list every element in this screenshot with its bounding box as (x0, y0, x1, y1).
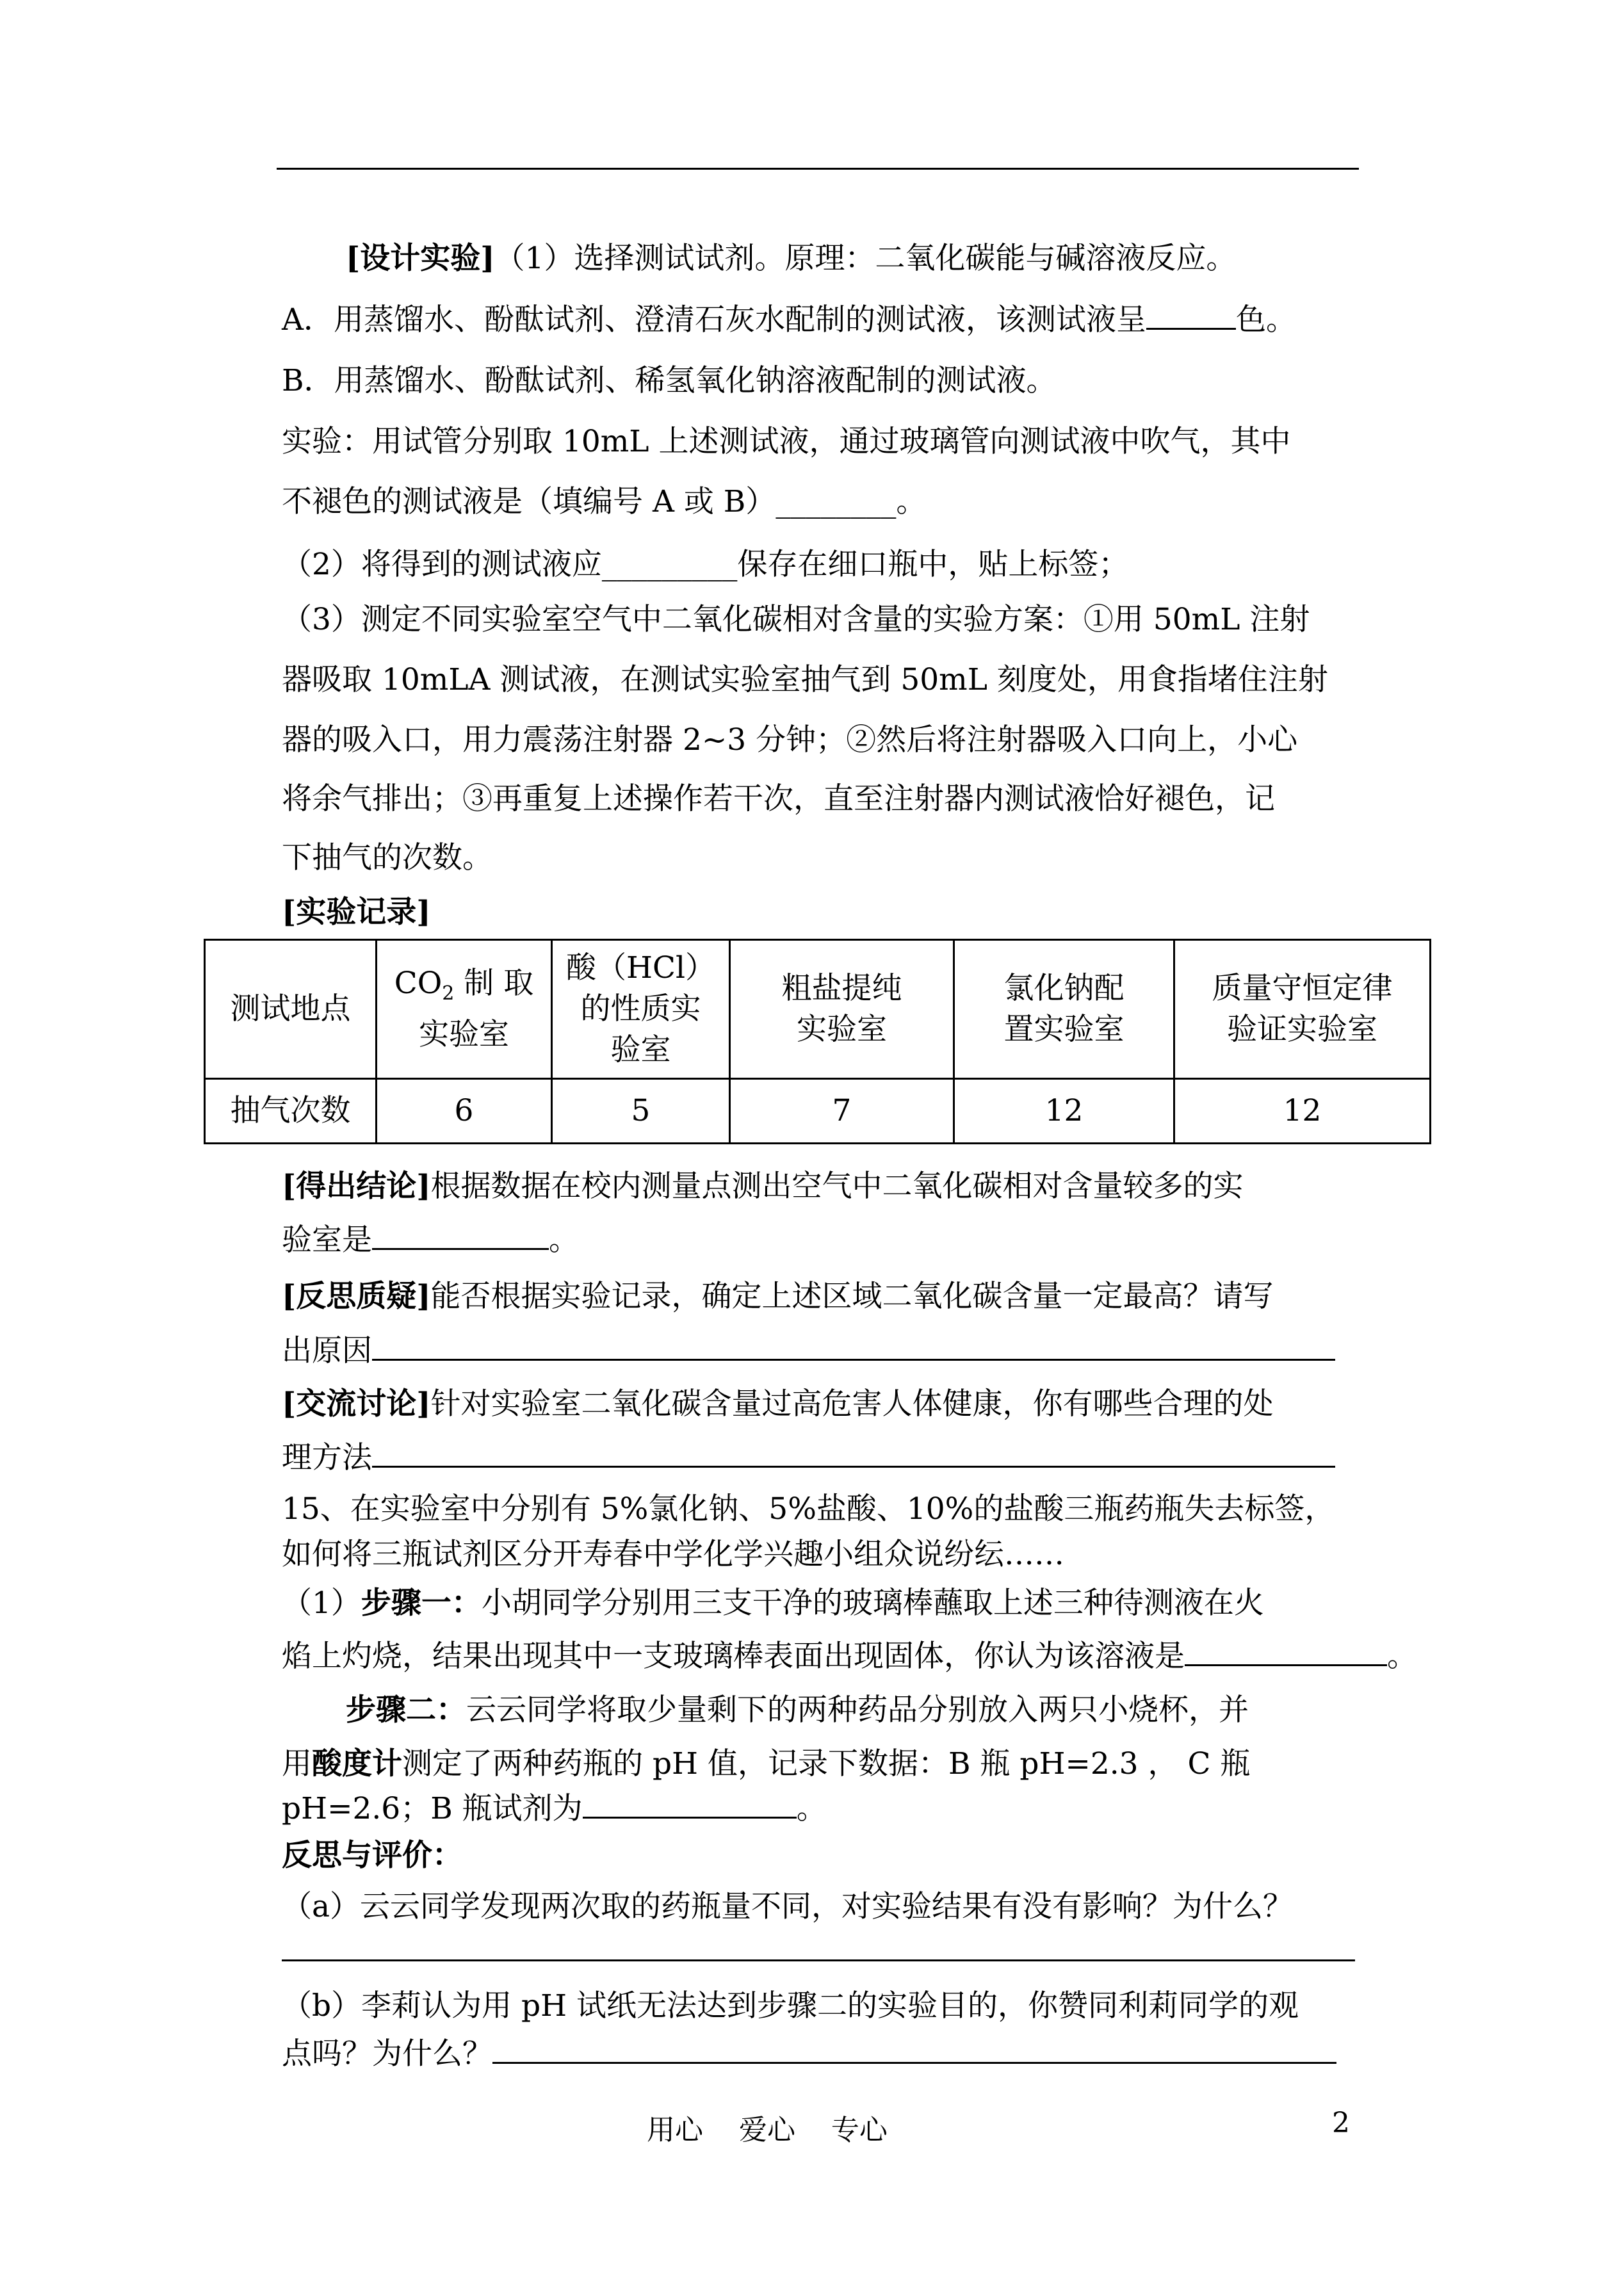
section-label-record: [实验记录] (282, 895, 431, 930)
answer-blank-bottle-b[interactable] (583, 1791, 797, 1819)
table-header-cell: 粗盐提纯 实验室 (730, 940, 954, 1079)
table-header-cell: 酸（HCl） 的性质实 验室 (552, 940, 730, 1079)
evaluation-b-answer-line: 点吗？为什么？ (282, 2035, 1383, 2073)
table-cell: 7 (730, 1079, 954, 1144)
answer-blank-ab: ________。 (775, 484, 927, 519)
step-one-label: 步骤一： (361, 1585, 482, 1621)
design-experiment-line: [设计实验]（1）选择测试试剂。原理：二氧化碳能与碱溶液反应。 (346, 241, 1237, 276)
conclusion-answer-line: 验室是 。 (282, 1222, 579, 1258)
bottle-b-line: pH=2.6；B 瓶试剂为 。 (282, 1791, 827, 1826)
ph-meter-line: 用酸度计测定了两种药瓶的 pH 值，记录下数据：B 瓶 pH=2.3 ， C 瓶 (282, 1746, 1251, 1781)
footer-motto: 用心 爱心 专心 (647, 2114, 888, 2146)
storage-line: （2）将得到的测试液应_________保存在细口瓶中，贴上标签； (282, 547, 1129, 582)
section-label-design: [设计实验] (346, 241, 495, 276)
answer-blank-opinion[interactable] (492, 2036, 1336, 2064)
table-row (205, 1079, 1431, 1144)
header-rule (277, 168, 1359, 170)
plan-line-2: 器吸取 10mLA 测试液，在测试实验室抽气到 50mL 刻度处，用食指堵住注射 (282, 662, 1328, 697)
answer-blank-method[interactable] (372, 1440, 1335, 1468)
question-line: 不褪色的测试液是（填编号 A 或 B）________。 (282, 484, 927, 519)
table-cell: 12 (954, 1079, 1174, 1144)
experiment-record-table (204, 939, 1431, 1144)
section-label-conclusion: [得出结论] (282, 1169, 431, 1204)
plan-line-3: 器的吸入口，用力震荡注射器 2~3 分钟；②然后将注射器吸入口向上，小心 (282, 722, 1298, 758)
table-cell: 5 (552, 1079, 730, 1144)
option-b-line: B．用蒸馏水、酚酞试剂、稀氢氧化钠溶液配制的测试液。 (282, 363, 1057, 398)
answer-blank-reason[interactable] (372, 1333, 1335, 1361)
plan-line-4: 将余气排出；③再重复上述操作若干次，直至注射器内测试液恰好褪色，记 (282, 781, 1275, 816)
step-two-line: 步骤二：云云同学将取少量剩下的两种药品分别放入两只小烧杯，并 (346, 1692, 1249, 1728)
reflection-line: [反思质疑]能否根据实验记录，确定上述区域二氧化碳含量一定最高？请写 (282, 1279, 1274, 1314)
ph-meter-term: 酸度计 (312, 1746, 402, 1781)
option-a-line: A．用蒸馏水、酚酞试剂、澄清石灰水配制的测试液，该测试液呈 色。 (282, 302, 1296, 337)
answer-blank-color[interactable] (1146, 302, 1236, 330)
method-line: 理方法 (282, 1439, 1383, 1477)
answer-blank-lab[interactable] (372, 1222, 549, 1250)
page-number: 2 (1332, 2107, 1350, 2139)
plan-line-5: 下抽气的次数。 (282, 840, 492, 875)
experiment-line: 实验：用试管分别取 10mL 上述测试液，通过玻璃管向测试液中吹气，其中 (282, 424, 1291, 459)
evaluation-b-line: （b）李莉认为用 pH 试纸无法达到步骤二的实验目的，你赞同利莉同学的观 (282, 1988, 1299, 2023)
answer-line-a[interactable] (282, 1959, 1355, 1961)
table-header-cell: 氯化钠配 置实验室 (954, 940, 1174, 1079)
conclusion-line: [得出结论]根据数据在校内测量点测出空气中二氧化碳相对含量较多的实 (282, 1169, 1244, 1204)
table-header-cell: 质量守恒定律 验证实验室 (1174, 940, 1431, 1079)
section-label-reflection: [反思质疑] (282, 1279, 431, 1314)
evaluation-a-line: （a）云云同学发现两次取的药瓶量不同，对实验结果有没有影响？为什么？ (282, 1889, 1294, 1924)
discussion-line: [交流讨论]针对实验室二氧化碳含量过高危害人体健康，你有哪些合理的处 (282, 1386, 1274, 1422)
section-label-discussion: [交流讨论] (282, 1386, 431, 1422)
step-one-line: （1）步骤一：小胡同学分别用三支干净的玻璃棒蘸取上述三种待测液在火 (282, 1585, 1264, 1621)
reason-line: 出原因 (282, 1332, 1383, 1370)
step-one-answer-line: 焰上灼烧，结果出现其中一支玻璃棒表面出现固体，你认为该溶液是 。 (282, 1639, 1417, 1674)
section-label-evaluation: 反思与评价： (282, 1838, 462, 1873)
table-header-cell: $CO_2$ 制 取 实验室 (377, 940, 552, 1079)
step-two-label: 步骤二： (346, 1692, 466, 1728)
table-row-label: 抽气次数 (205, 1079, 377, 1144)
table-cell: 6 (377, 1079, 552, 1144)
plan-line-1: （3）测定不同实验室空气中二氧化碳相对含量的实验方案：①用 50mL 注射 (282, 602, 1310, 637)
answer-blank-solution[interactable] (1185, 1639, 1387, 1666)
question-15-line-2: 如何将三瓶试剂区分开寿春中学化学兴趣小组众说纷纭…… (282, 1537, 1064, 1572)
question-15-line-1: 15、在实验室中分别有 5%氯化钠、5%盐酸、10%的盐酸三瓶药瓶失去标签， (282, 1491, 1335, 1527)
table-cell: 12 (1174, 1079, 1431, 1144)
table-header-cell: 测试地点 (205, 940, 377, 1079)
table-header-row (205, 940, 1431, 1079)
